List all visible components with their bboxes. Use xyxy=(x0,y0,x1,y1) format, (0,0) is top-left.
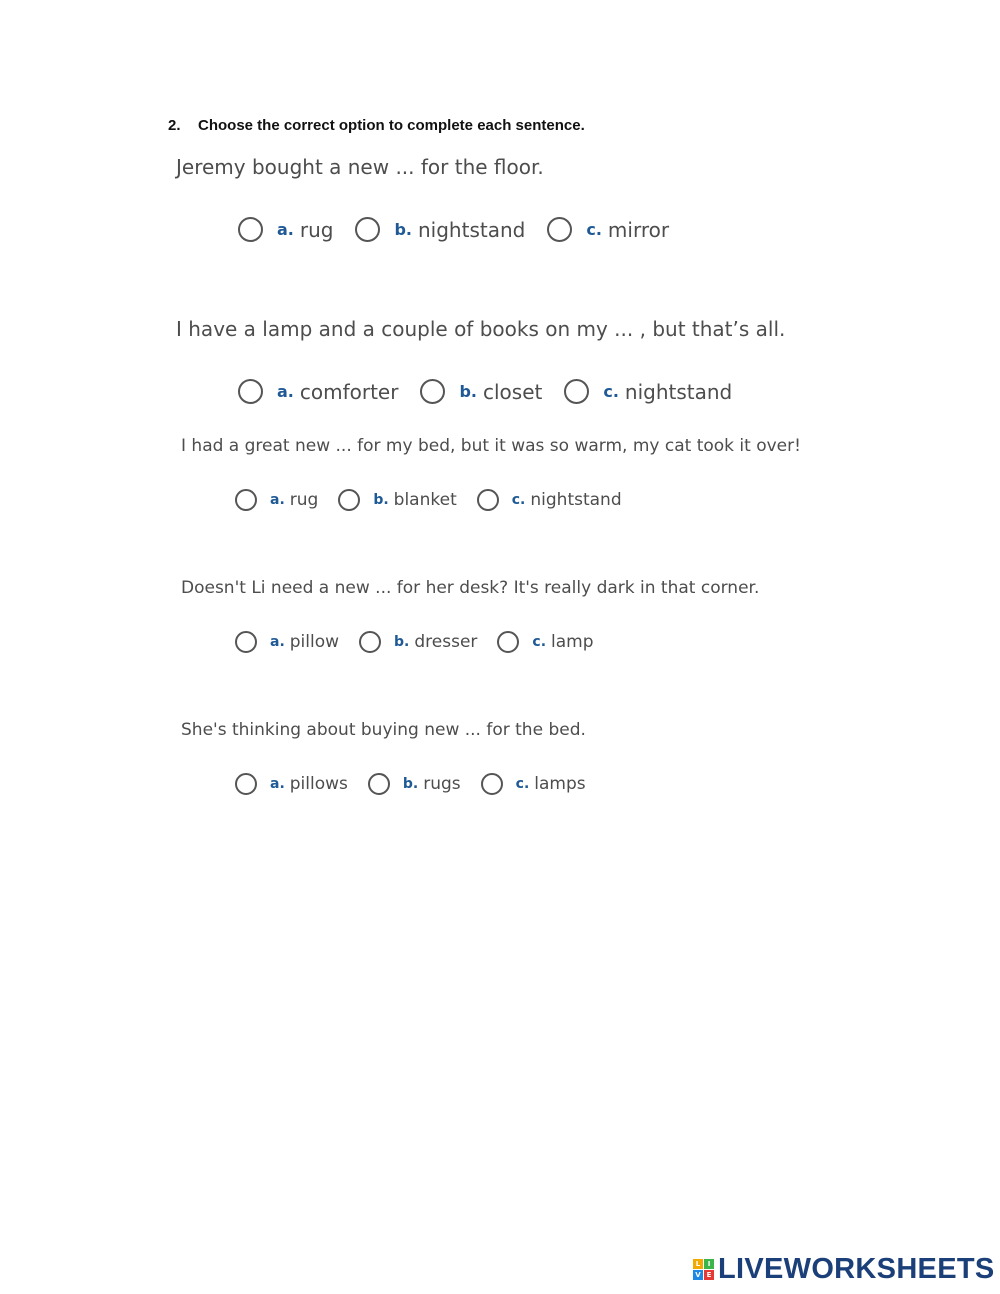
instruction xyxy=(168,117,585,134)
radio-button[interactable] xyxy=(497,631,519,653)
logo-mark-letter: L xyxy=(693,1259,703,1269)
option-letter: b. xyxy=(402,776,419,792)
radio-button[interactable] xyxy=(481,773,503,795)
option-letter: a. xyxy=(270,776,285,792)
option-4a[interactable] xyxy=(235,631,339,653)
option-4c[interactable] xyxy=(497,631,593,653)
question-2-text: I have a lamp and a couple of books on my ... , but that’s all. xyxy=(176,317,786,341)
option-3a[interactable] xyxy=(235,489,318,511)
radio-button[interactable] xyxy=(238,379,263,404)
option-letter: a. xyxy=(277,220,294,239)
logo-mark-letter: E xyxy=(704,1270,714,1280)
liveworksheets-logo xyxy=(693,1253,995,1286)
option-word: rug xyxy=(299,217,334,242)
option-letter: c. xyxy=(511,492,526,508)
option-letter: a. xyxy=(277,382,294,401)
radio-button[interactable] xyxy=(338,489,360,511)
radio-button[interactable] xyxy=(235,489,257,511)
option-word: lamps xyxy=(534,774,586,794)
radio-button[interactable] xyxy=(368,773,390,795)
option-word: rug xyxy=(289,490,319,510)
option-1a[interactable] xyxy=(238,217,333,242)
question-4-options xyxy=(235,631,594,653)
question-1-options xyxy=(238,217,669,242)
option-word: lamp xyxy=(551,632,594,652)
option-4b[interactable] xyxy=(359,631,477,653)
radio-button[interactable] xyxy=(420,379,445,404)
option-1c[interactable] xyxy=(547,217,669,242)
radio-button[interactable] xyxy=(359,631,381,653)
option-word: nightstand xyxy=(624,379,733,404)
option-2c[interactable] xyxy=(564,379,732,404)
option-word: mirror xyxy=(607,217,670,242)
logo-icon xyxy=(693,1259,714,1280)
radio-button[interactable] xyxy=(477,489,499,511)
logo-mark-letter: I xyxy=(704,1259,714,1269)
option-word: closet xyxy=(483,379,543,404)
logo-text: LIVEWORKSHEETS xyxy=(718,1253,995,1285)
option-3b[interactable] xyxy=(338,489,456,511)
option-2b[interactable] xyxy=(420,379,542,404)
option-word: dresser xyxy=(414,632,478,652)
option-5a[interactable] xyxy=(235,773,348,795)
option-3c[interactable] xyxy=(477,489,622,511)
option-letter: a. xyxy=(270,492,285,508)
option-letter: b. xyxy=(394,220,412,239)
question-3-options xyxy=(235,489,622,511)
radio-button[interactable] xyxy=(547,217,572,242)
instruction-text: Choose the correct option to complete each sentence. xyxy=(198,117,585,134)
option-word: rugs xyxy=(423,774,461,794)
option-word: pillows xyxy=(289,774,348,794)
option-word: pillow xyxy=(289,632,340,652)
option-word: nightstand xyxy=(530,490,622,510)
radio-button[interactable] xyxy=(235,773,257,795)
option-5b[interactable] xyxy=(368,773,461,795)
question-5-text: She's thinking about buying new ... for the bed. xyxy=(181,720,586,740)
option-word: nightstand xyxy=(418,217,526,242)
option-letter: c. xyxy=(603,382,619,401)
radio-button[interactable] xyxy=(235,631,257,653)
question-2-options xyxy=(238,379,732,404)
option-5c[interactable] xyxy=(481,773,586,795)
option-letter: a. xyxy=(270,634,285,650)
question-4-text: Doesn't Li need a new ... for her desk? It's really dark in that corner. xyxy=(181,578,760,598)
option-letter: b. xyxy=(459,382,477,401)
instruction-number: 2. xyxy=(168,117,181,134)
option-1b[interactable] xyxy=(355,217,525,242)
question-1-text: Jeremy bought a new ... for the floor. xyxy=(176,155,544,179)
option-letter: c. xyxy=(586,220,602,239)
logo-mark-letter: V xyxy=(693,1270,703,1280)
radio-button[interactable] xyxy=(355,217,380,242)
option-letter: b. xyxy=(373,492,389,508)
option-letter: b. xyxy=(394,634,410,650)
option-word: blanket xyxy=(393,490,457,510)
option-letter: c. xyxy=(515,776,530,792)
question-5-options xyxy=(235,773,586,795)
option-letter: c. xyxy=(532,634,547,650)
option-word: comforter xyxy=(299,379,399,404)
question-3-text: I had a great new ... for my bed, but it was so warm, my cat took it over! xyxy=(181,436,801,456)
radio-button[interactable] xyxy=(238,217,263,242)
option-2a[interactable] xyxy=(238,379,398,404)
radio-button[interactable] xyxy=(564,379,589,404)
